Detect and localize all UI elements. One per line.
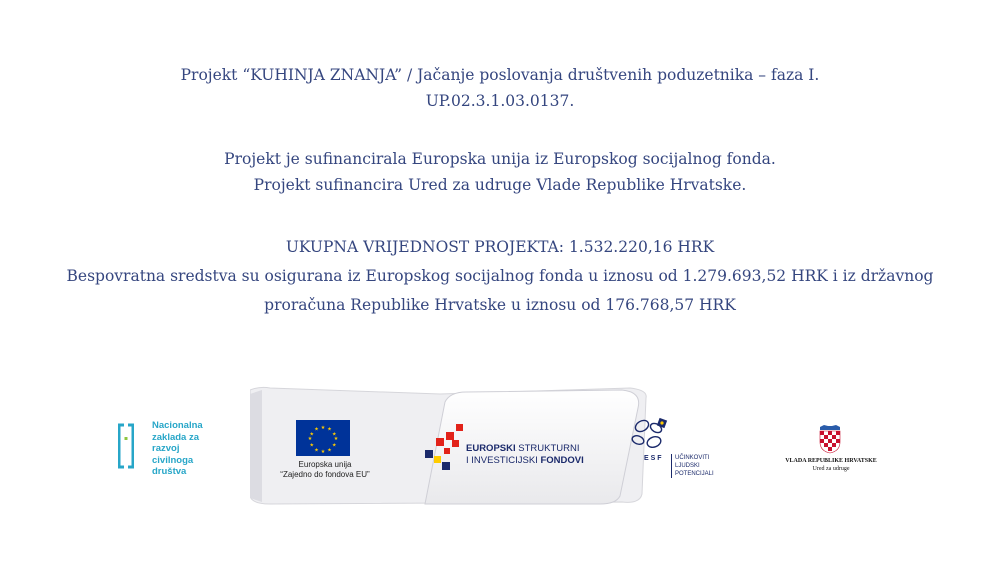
esif-word2: STRUKTURNI bbox=[518, 443, 580, 454]
nzrcd-name: Nacionalna zaklada za razvoj civilnoga društva bbox=[152, 420, 203, 477]
nzrcd-logo bbox=[118, 420, 208, 485]
project-value-block bbox=[0, 233, 1000, 320]
esf-letters: E S F bbox=[644, 455, 662, 462]
esif-word3: I INVESTICIJSKI bbox=[466, 455, 538, 466]
svg-text:★: ★ bbox=[314, 447, 319, 454]
croatian-coat-of-arms-icon bbox=[818, 424, 842, 454]
esf-flower-icon bbox=[628, 416, 674, 478]
esif-logo bbox=[422, 420, 582, 480]
funding-eu-text: Projekt je sufinancirala Europska unija iz Europskog socijalnog fonda. bbox=[224, 150, 776, 168]
esif-name bbox=[466, 443, 584, 467]
grant-text-line2: proračuna Republike Hrvatske u iznosu od 176.768,57 HRK bbox=[264, 296, 736, 314]
project-title-block bbox=[0, 62, 1000, 114]
esf-logo bbox=[628, 416, 714, 486]
esf-label: UČINKOVITI LJUDSKI POTENCIJALI bbox=[671, 454, 714, 478]
project-title: Projekt “KUHINJA ZNANJA” / Jačanje poslovanja društvenih poduzetnika – faza I. bbox=[180, 66, 820, 84]
vlada-logo bbox=[776, 424, 886, 479]
vlada-subtitle: Ured za udruge bbox=[812, 466, 850, 472]
svg-text:★: ★ bbox=[307, 436, 313, 442]
svg-text:★: ★ bbox=[320, 425, 326, 431]
esif-word4: FONDOVI bbox=[540, 455, 584, 466]
svg-text:★: ★ bbox=[309, 431, 314, 438]
svg-text:★: ★ bbox=[327, 426, 332, 433]
svg-text:★: ★ bbox=[332, 431, 337, 438]
bracket-logo-icon bbox=[118, 423, 134, 469]
svg-text:★: ★ bbox=[320, 449, 326, 455]
eu-flag-icon bbox=[296, 420, 350, 456]
svg-text:★: ★ bbox=[332, 442, 337, 449]
total-value-text: UKUPNA VRIJEDNOST PROJEKTA: 1.532.220,16 HRK bbox=[285, 238, 715, 256]
eu-logo bbox=[270, 420, 380, 480]
funding-block bbox=[0, 146, 1000, 198]
esif-squares-icon bbox=[422, 420, 466, 478]
svg-text:★: ★ bbox=[333, 436, 339, 442]
eu-slogan: “Zajedno do fondova EU” bbox=[280, 470, 370, 479]
eu-caption: Europska unija bbox=[298, 460, 352, 469]
project-code: UP.02.3.1.03.0137. bbox=[425, 92, 575, 110]
esif-word1: EUROPSKI bbox=[466, 443, 516, 454]
svg-text:★: ★ bbox=[309, 442, 314, 449]
grant-text-line1: Bespovratna sredstva su osigurana iz Europskog socijalnog fonda u iznosu od 1.279.693,52 HRK i iz državnog bbox=[66, 267, 934, 285]
svg-text:★: ★ bbox=[327, 447, 332, 454]
svg-text:★: ★ bbox=[314, 426, 319, 433]
vlada-title: VLADA REPUBLIKE HRVATSKE bbox=[785, 458, 877, 464]
funding-office-text: Projekt sufinancira Ured za udruge Vlade Republike Hrvatske. bbox=[253, 176, 747, 194]
